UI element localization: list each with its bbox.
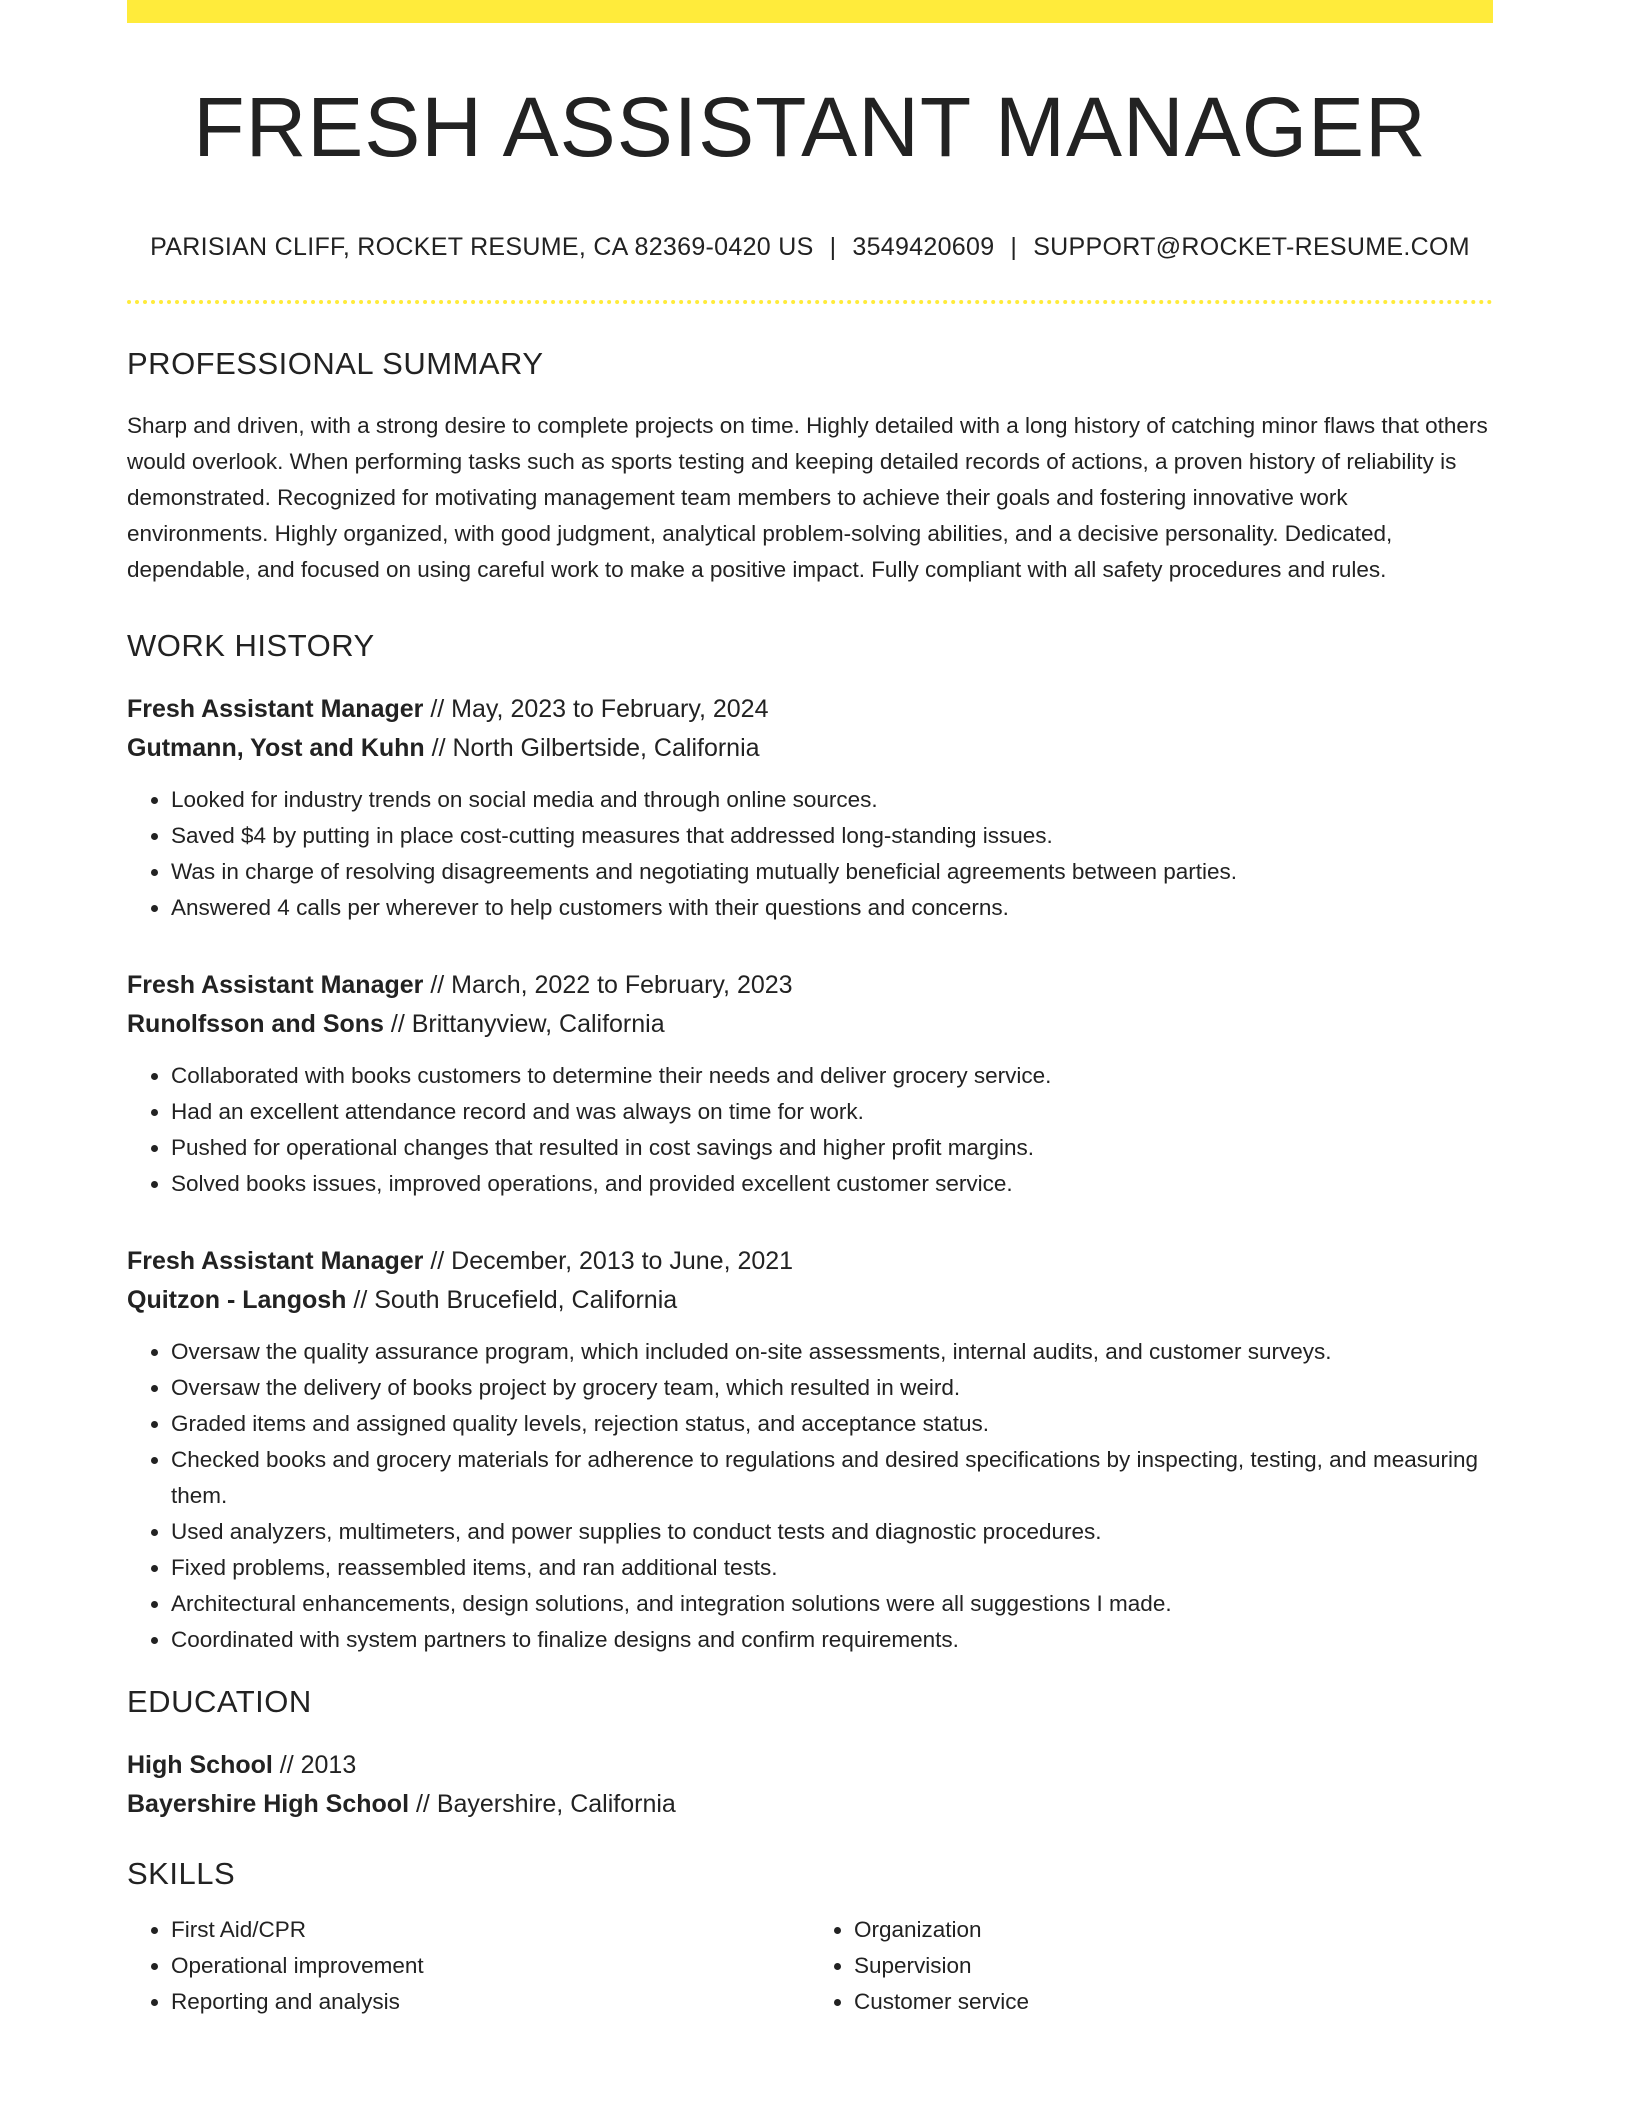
summary-text: Sharp and driven, with a strong desire to complete projects on time. Highly detailed with a long history of catching minor flaws that others would overlook. When performing tasks such as sports testing and keeping detailed records of actions, a proven history of reliability is demonstrated. Recognized for motivating management team members to achieve their goals and fostering innovative work environments. Highly organized, with good judgment, analytical problem-solving abilities, and a decisive personality. Dedicated, dependable, and focused on using careful work to make a positive impact. Fully compliant with all safety procedures and rules. xyxy=(127,413,1488,583)
job-company-line xyxy=(127,1005,1493,1044)
job-bullets xyxy=(127,1334,1493,1658)
skills-list xyxy=(127,1912,1493,2020)
list-item: • Pushed for operational changes that resulted in cost savings and higher profit margins. xyxy=(171,1130,1493,1166)
job-title-line xyxy=(127,690,1493,729)
job-dates: // March, 2022 to February, 2023 xyxy=(423,971,793,1000)
list-item: • Fixed problems, reassembled items, and ran additional tests. xyxy=(171,1550,1493,1586)
dotted-divider xyxy=(127,300,1493,304)
job-location: // South Brucefield, California xyxy=(346,1286,678,1315)
education-heading: EDUCATION xyxy=(127,1684,312,1720)
skill-item: • Operational improvement xyxy=(171,1948,810,1984)
resume-page xyxy=(127,0,1493,2020)
list-item: • Oversaw the delivery of books project by grocery team, which resulted in weird. xyxy=(171,1370,1493,1406)
education-degree-line xyxy=(127,1746,1493,1785)
work-history-heading: WORK HISTORY xyxy=(127,628,375,664)
list-item: • Oversaw the quality assurance program, which included on-site assessments, internal audits, and customer surveys. xyxy=(171,1334,1493,1370)
contact-address: PARISIAN CLIFF, ROCKET RESUME, CA 82369-0420 US xyxy=(150,233,814,262)
job-entry xyxy=(127,690,1493,926)
skill-item: • Supervision xyxy=(854,1948,1493,1984)
job-dates: // December, 2013 to June, 2021 xyxy=(423,1247,794,1276)
job-bullets xyxy=(127,782,1493,926)
education-location: // Bayershire, California xyxy=(409,1790,676,1819)
list-item: • Was in charge of resolving disagreements and negotiating mutually beneficial agreements between parties. xyxy=(171,854,1493,890)
top-accent-bar xyxy=(127,0,1493,23)
list-item: • Had an excellent attendance record and was always on time for work. xyxy=(171,1094,1493,1130)
list-item: • Solved books issues, improved operations, and provided excellent customer service. xyxy=(171,1166,1493,1202)
job-title-line xyxy=(127,966,1493,1005)
list-item: • Architectural enhancements, design solutions, and integration solutions were all suggestions I made. xyxy=(171,1586,1493,1622)
job-company: Gutmann, Yost and Kuhn xyxy=(127,734,425,763)
resume-name: FRESH ASSISTANT MANAGER xyxy=(193,80,1427,174)
list-item: • Coordinated with system partners to finalize designs and confirm requirements. xyxy=(171,1622,1493,1658)
education-school-line xyxy=(127,1785,1493,1824)
skill-item: • Reporting and analysis xyxy=(171,1984,810,2020)
job-location: // North Gilbertside, California xyxy=(424,734,760,763)
education-degree: High School xyxy=(127,1751,273,1780)
skill-item: • First Aid/CPR xyxy=(171,1912,810,1948)
skill-item: • Customer service xyxy=(854,1984,1493,2020)
skills-column-right xyxy=(810,1912,1493,2020)
list-item: • Answered 4 calls per wherever to help customers with their questions and concerns. xyxy=(171,890,1493,926)
job-role: Fresh Assistant Manager xyxy=(127,695,424,724)
list-item: • Checked books and grocery materials for adherence to regulations and desired specifications by inspecting, testing, and measuring them. xyxy=(171,1442,1493,1514)
list-item: • Collaborated with books customers to determine their needs and deliver grocery service. xyxy=(171,1058,1493,1094)
job-role: Fresh Assistant Manager xyxy=(127,971,424,1000)
job-role: Fresh Assistant Manager xyxy=(127,1247,424,1276)
job-company: Runolfsson and Sons xyxy=(127,1010,384,1039)
education-year: // 2013 xyxy=(272,1751,357,1780)
job-entry xyxy=(127,966,1493,1202)
contact-phone: 3549420609 xyxy=(852,233,995,262)
list-item: • Used analyzers, multimeters, and power supplies to conduct tests and diagnostic procedures. xyxy=(171,1514,1493,1550)
contact-email: SUPPORT@ROCKET-RESUME.COM xyxy=(1033,233,1470,262)
contact-separator: | xyxy=(1010,233,1018,262)
contact-separator: | xyxy=(829,233,837,262)
education-entry xyxy=(127,1746,1493,1824)
job-company-line xyxy=(127,1281,1493,1320)
job-entry xyxy=(127,1242,1493,1658)
skills-heading: SKILLS xyxy=(127,1856,236,1892)
job-dates: // May, 2023 to February, 2024 xyxy=(423,695,769,724)
skills-column-left xyxy=(127,1912,810,2020)
list-item: • Graded items and assigned quality levels, rejection status, and acceptance status. xyxy=(171,1406,1493,1442)
job-bullets xyxy=(127,1058,1493,1202)
job-company: Quitzon - Langosh xyxy=(127,1286,347,1315)
job-location: // Brittanyview, California xyxy=(383,1010,665,1039)
skill-item: • Organization xyxy=(854,1912,1493,1948)
summary-heading: PROFESSIONAL SUMMARY xyxy=(127,346,544,382)
contact-line xyxy=(127,233,1493,262)
job-company-line xyxy=(127,729,1493,768)
education-school: Bayershire High School xyxy=(127,1790,410,1819)
job-title-line xyxy=(127,1242,1493,1281)
list-item: • Saved $4 by putting in place cost-cutting measures that addressed long-standing issues. xyxy=(171,818,1493,854)
list-item: • Looked for industry trends on social media and through online sources. xyxy=(171,782,1493,818)
